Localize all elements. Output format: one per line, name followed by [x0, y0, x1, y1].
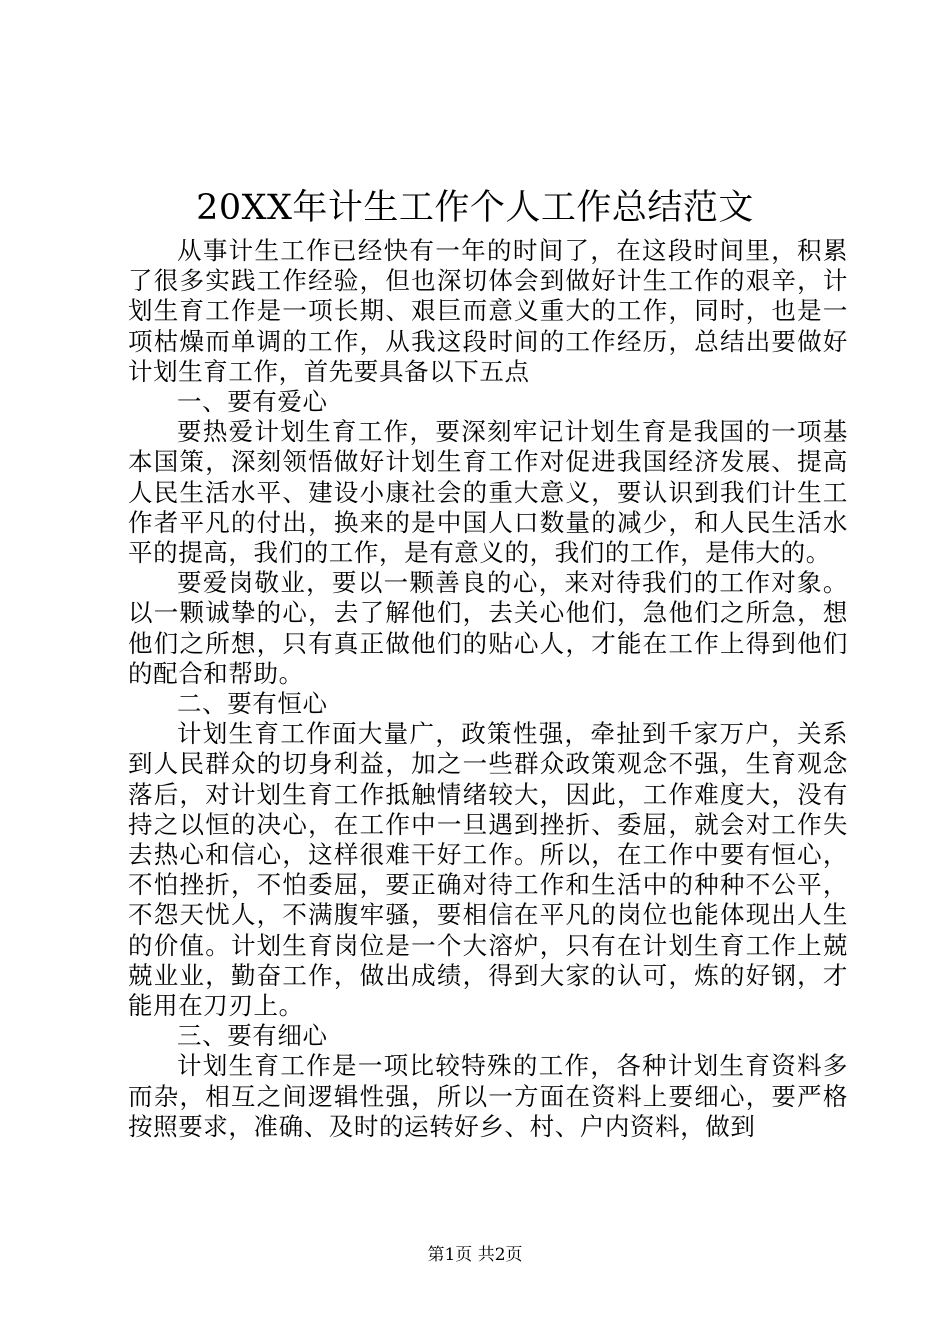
document-body	[128, 236, 848, 1142]
section-heading-love: 一、要有爱心	[177, 387, 328, 417]
body-paragraph: 计划生育工作面大量广，政策性强，牵扯到千家万户，关系到人民群众的切身利益，加之一些群众政策观念不强，生育观念落后，对计划生育工作抵触情绪较大，因此，工作难度大，没有持之以恒的决心，在工作中一旦遇到挫折、委屈，就会对工作失去热心和信心，这样很难干好工作。所以，在工作中要有恒心，不怕挫折，不怕委屈，要正确对待工作和生活中的种种不公平，不怨天忧人，不满腹牢骚，要相信在平凡的岗位也能体现出人生的价值。计划生育岗位是一个大溶炉，只有在计划生育工作上兢兢业业，勤奋工作，做出成绩，得到大家的认可，炼的好钢，才能用在刀刃上。	[128, 719, 848, 1021]
body-paragraph: 要爱岗敬业，要以一颗善良的心，来对待我们的工作对象。以一颗诚挚的心，去了解他们，去关心他们，急他们之所急，想他们之所想，只有真正做他们的贴心人，才能在工作上得到他们的配合和帮助。	[128, 568, 848, 688]
page-footer: 第1页 共2页	[427, 1245, 523, 1265]
body-paragraph: 要热爱计划生育工作，要深刻牢记计划生育是我国的一项基本国策，深刻领悟做好计划生育工作对促进我国经济发展、提高人民生活水平、建设小康社会的重大意义，要认识到我们计生工作者平凡的付出，换来的是中国人口数量的减少，和人民生活水平的提高，我们的工作，是有意义的，我们的工作，是伟大的。	[128, 417, 848, 568]
body-paragraph: 计划生育工作是一项比较特殊的工作，各种计划生育资料多而杂，相互之间逻辑性强，所以一方面在资料上要细心，要严格按照要求，准确、及时的运转好乡、村、户内资料，做到	[128, 1051, 848, 1141]
document-title: 20XX年计生工作个人工作总结范文	[196, 188, 754, 228]
section-heading-perseverance: 二、要有恒心	[177, 689, 328, 719]
section-heading-carefulness: 三、要有细心	[177, 1021, 328, 1051]
intro-paragraph: 从事计生工作已经快有一年的时间了，在这段时间里，积累了很多实践工作经验，但也深切体会到做好计生工作的艰辛，计划生育工作是一项长期、艰巨而意义重大的工作，同时，也是一项枯燥而单调的工作，从我这段时间的工作经历，总结出要做好计划生育工作，首先要具备以下五点	[128, 236, 848, 386]
